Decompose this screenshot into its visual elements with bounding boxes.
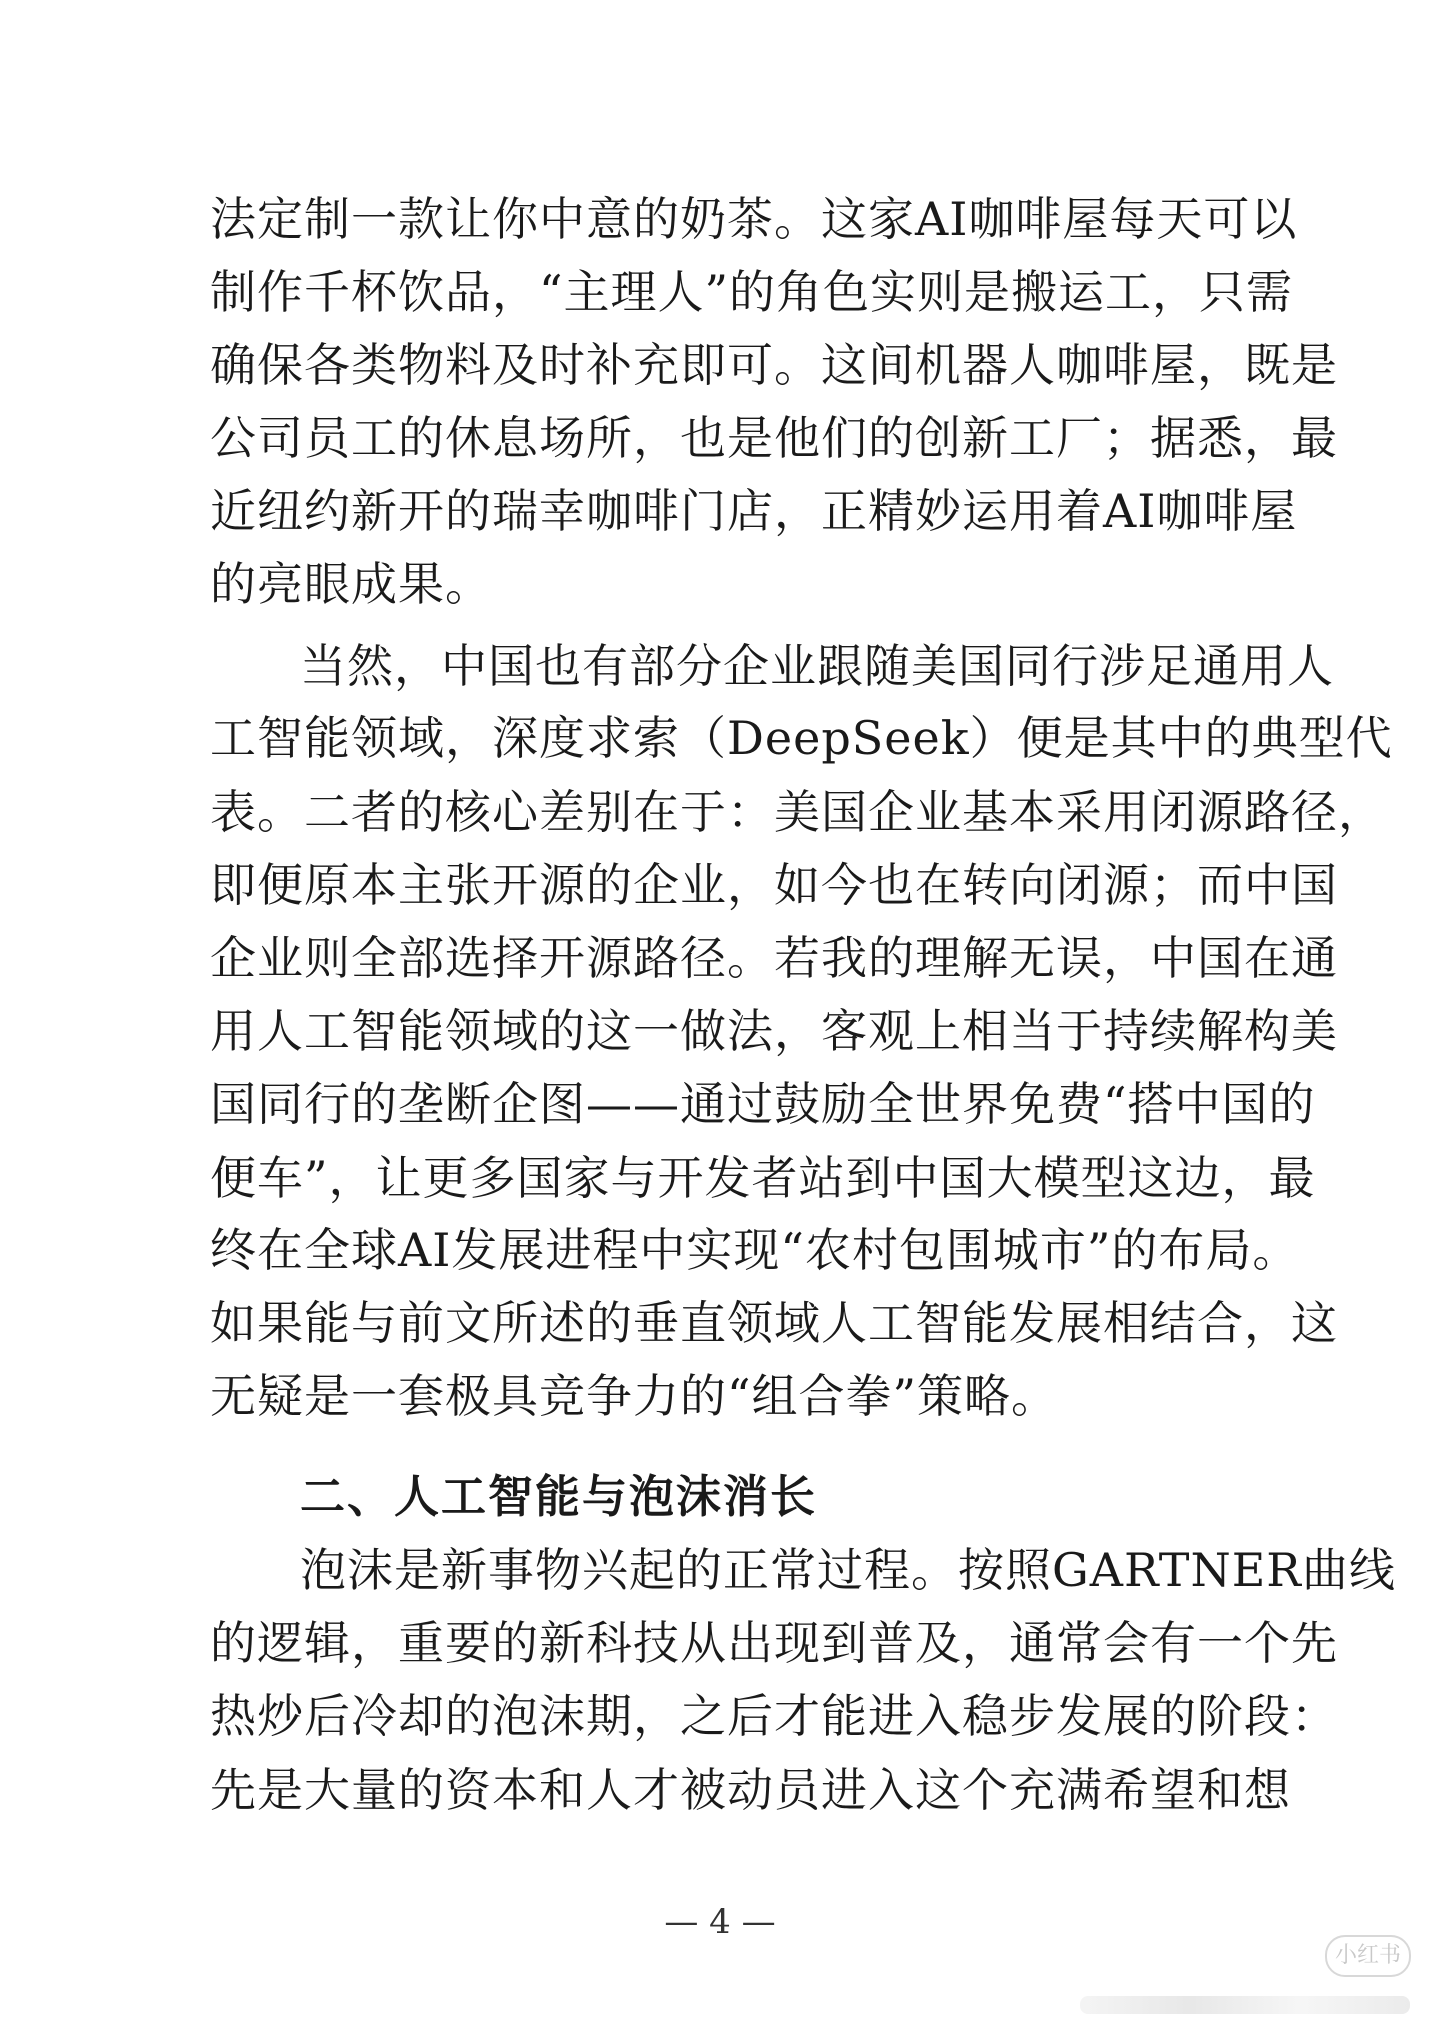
paragraph-line: 泡沫是新事物兴起的正常过程。按照GARTNER曲线	[300, 1543, 1396, 1597]
paragraph-line: 如果能与前文所述的垂直领域人工智能发展相结合，这	[210, 1296, 1338, 1350]
paragraph-line: 法定制一款让你中意的奶茶。这家AI咖啡屋每天可以	[210, 192, 1298, 246]
paragraph-line: 制作千杯饮品，“主理人”的角色实则是搬运工，只需	[210, 265, 1294, 319]
paragraph-line: 公司员工的休息场所，也是他们的创新工厂；据悉，最	[210, 411, 1338, 465]
paragraph-line: 无疑是一套极具竞争力的“组合拳”策略。	[210, 1369, 1059, 1423]
paragraph-line: 的逻辑，重要的新科技从出现到普及，通常会有一个先	[210, 1616, 1338, 1670]
blurred-footer-text	[1080, 1996, 1410, 2014]
watermark-logo: 小红书	[1325, 1935, 1411, 1977]
paragraph-line: 先是大量的资本和人才被动员进入这个充满希望和想	[210, 1763, 1291, 1817]
paragraph-line: 工智能领域，深度求索（DeepSeek）便是其中的典型代	[210, 711, 1393, 765]
paragraph-line: 用人工智能领域的这一做法，客观上相当于持续解构美	[210, 1004, 1338, 1058]
paragraph-line: 的亮眼成果。	[210, 557, 492, 611]
paragraph-line: 即便原本主张开源的企业，如今也在转向闭源；而中国	[210, 858, 1338, 912]
paragraph-line: 近纽约新开的瑞幸咖啡门店，正精妙运用着AI咖啡屋	[210, 484, 1298, 538]
paragraph-line: 终在全球AI发展进程中实现“农村包围城市”的布局。	[210, 1223, 1300, 1277]
paragraph-line: 企业则全部选择开源路径。若我的理解无误，中国在通	[210, 931, 1338, 985]
page-number: — 4 —	[664, 1902, 776, 1942]
paragraph-line: 国同行的垄断企图——通过鼓励全世界免费“搭中国的	[210, 1077, 1316, 1131]
section-heading: 二、人工智能与泡沫消长	[300, 1470, 818, 1523]
paragraph-line: 确保各类物料及时补充即可。这间机器人咖啡屋，既是	[210, 338, 1338, 392]
paragraph-line: 热炒后冷却的泡沫期，之后才能进入稳步发展的阶段：	[210, 1689, 1338, 1743]
paragraph-line: 当然，中国也有部分企业跟随美国同行涉足通用人	[300, 639, 1334, 693]
paragraph-line: 表。二者的核心差别在于：美国企业基本采用闭源路径，	[210, 785, 1385, 839]
paragraph-line: 便车”，让更多国家与开发者站到中国大模型这边，最	[210, 1151, 1316, 1205]
